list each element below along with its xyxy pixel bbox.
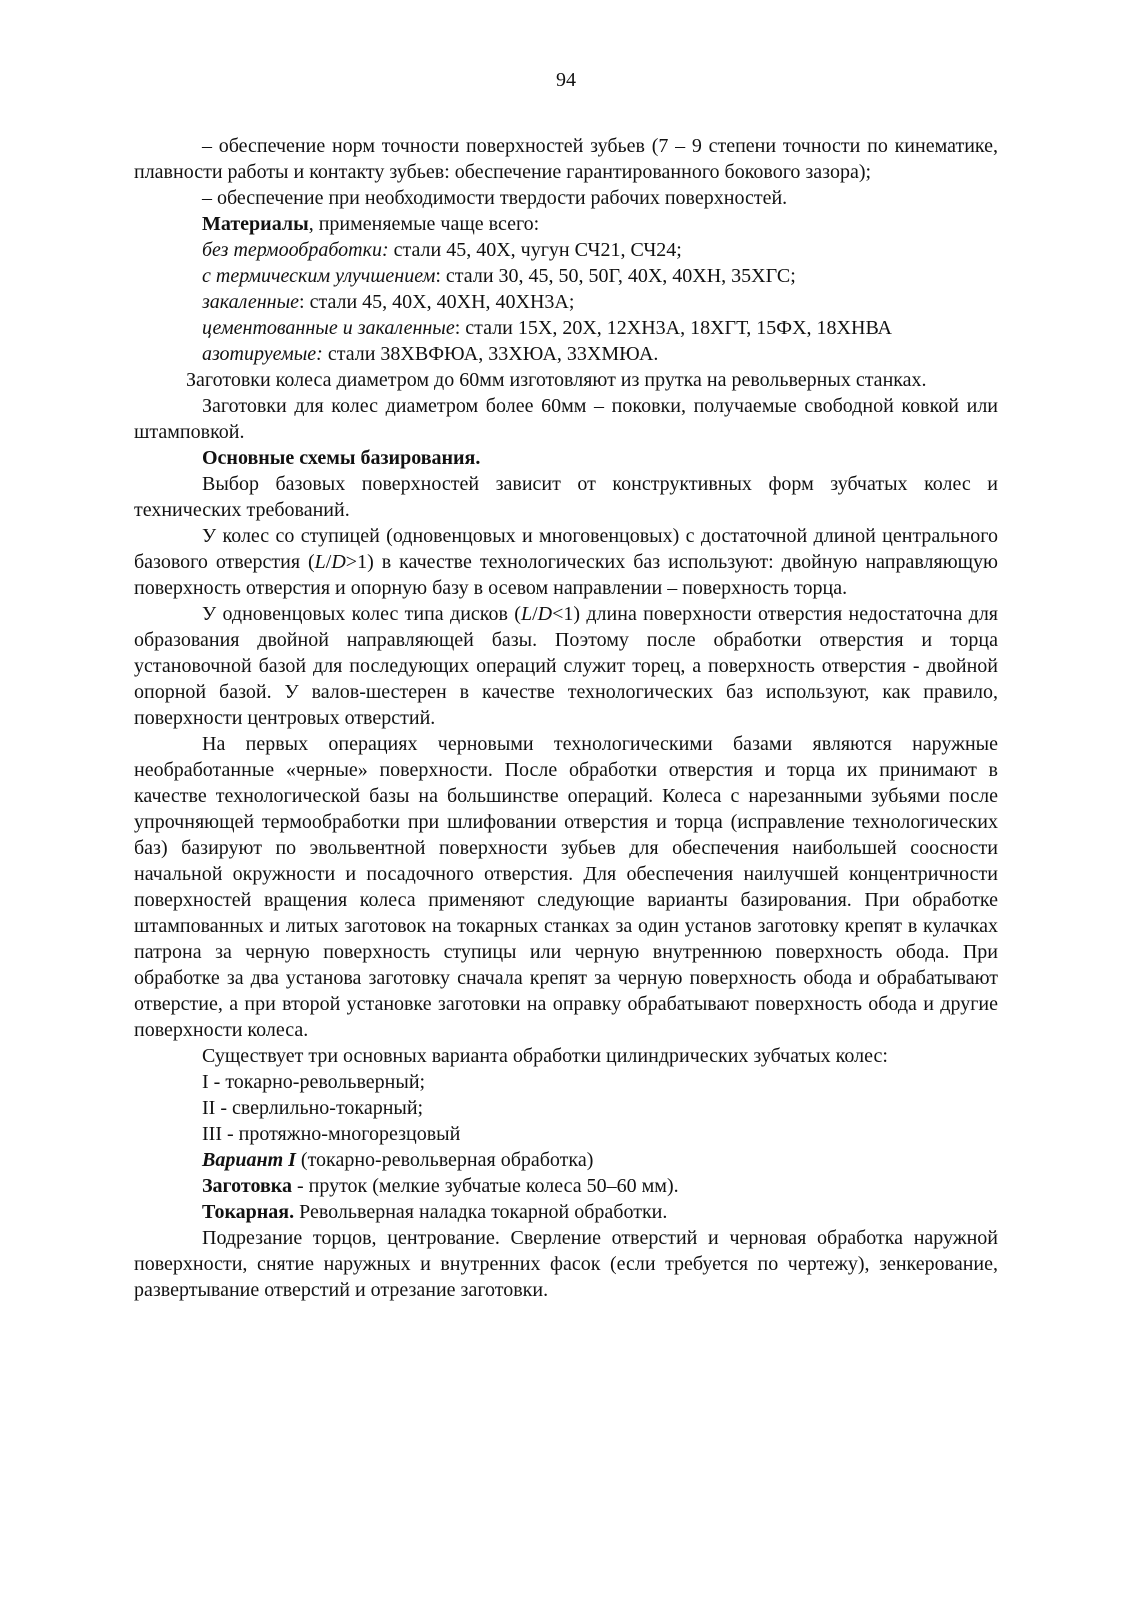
paragraph-variant-i [134,1147,998,1173]
hub-text-e: >1) в качестве технологических баз используют: двойную направляющую поверхность отверстия и опорную базу в осевом направлении – поверхность торца. [134,551,999,599]
list-item-variant-2: II - сверлильно-токарный; [202,1097,424,1119]
page-body [134,133,998,1303]
materials-label: Материалы [202,213,309,235]
material-carburized-text: : стали 15Х, 20Х, 12ХН3А, 18ХГТ, 15ФХ, 18ХНВА [454,317,892,339]
paragraph-three-variants: Существует три основных варианта обработки цилиндрических зубчатых колес: [202,1045,888,1067]
paragraph-material-hardened [134,289,998,315]
section-heading-basing: Основные схемы базирования. [202,447,481,469]
hub-slash: / [325,551,332,573]
paragraph-accuracy-norms: – обеспечение норм точности поверхностей зубьев (7 – 9 степени точности по кинематике, плавности работы и контакту зубьев: обеспечение гарантированного бокового зазора); [134,135,998,183]
paragraph-facing-operations: Подрезание торцов, центрование. Сверление отверстий и черновая обработка наружной поверхности, снятие наружных и внутренних фасок (если требуется по чертежу), зенкерование, развертывание отверстий и отрезание заготовки. [134,1227,998,1301]
list-item-variant-3: III - протяжно-многорезцовый [202,1123,461,1145]
variant-i-text: (токарно-револьверная обработка) [295,1149,594,1171]
paragraph-blanks-large: Заготовки для колес диаметром более 60мм – поковки, получаемые свободной ковкой или штамповкой. [134,395,998,443]
material-carburized-label: цементованные и закаленные [202,317,455,339]
paragraph-material-nitrided [134,341,998,367]
paragraph-blank-bar [134,1173,998,1199]
material-no-heat-text: стали 45, 40Х, чугун СЧ21, СЧ24; [388,239,682,261]
page-number: 94 [556,69,576,91]
paragraph-base-surfaces: Выбор базовых поверхностей зависит от конструктивных форм зубчатых колес и технических требований. [134,473,998,521]
hub-var-l: L [314,551,326,573]
hub-var-d: D [331,551,346,573]
turning-text: Револьверная наладка токарной обработки. [294,1201,668,1223]
material-no-heat-label: без термообработки: [202,239,389,261]
list-item-variant-1: I - токарно-револьверный; [202,1071,426,1093]
material-improved-text: : стали 30, 45, 50, 50Г, 40Х, 40ХН, 35ХГС; [435,265,796,287]
paragraph-hub-wheels [134,523,998,601]
material-improved-label: с термическим улучшением [202,265,436,287]
disc-var-d: D [537,603,553,625]
paragraph-materials-heading [134,211,998,237]
paragraph-material-carburized [134,315,998,341]
material-nitrided-label: азотируемые: [202,343,323,365]
material-nitrided-text: стали 38ХВФЮА, 33ХЮА, 33ХМЮА. [322,343,659,365]
paragraph-turning [134,1199,998,1225]
turning-label: Токарная. [202,1201,295,1223]
disc-text-e: <1) длина поверхности отверстия недостаточна для образования двойной направляющей базы. Поэтому после обработки отверстия и торца установочной базой для последующих операций служит торец, а поверхность отверстия - двойной опорной базой. У валов-шестерен в качестве технологических баз используют, как правило, поверхности центровых отверстий. [134,603,998,729]
blank-label: Заготовка [202,1175,292,1197]
material-hardened-label: закаленные [202,291,300,313]
paragraph-blanks-small: Заготовки колеса диаметром до 60мм изготовляют из прутка на револьверных станках. [186,369,927,391]
disc-var-l: L [520,603,533,625]
materials-text: , применяемые чаще всего: [308,213,540,235]
paragraph-disc-wheels [134,601,998,731]
paragraph-hardness: – обеспечение при необходимости твердости рабочих поверхностей. [202,187,788,209]
variant-i-label: Вариант I [202,1149,296,1171]
paragraph-material-no-heat [134,237,998,263]
paragraph-material-improved [134,263,998,289]
disc-slash: / [532,603,538,625]
blank-text: - пруток (мелкие зубчатые колеса 50–60 мм). [291,1175,679,1197]
material-hardened-text: : стали 45, 40Х, 40ХН, 40ХН3А; [299,291,575,313]
disc-text-a: У одновенцовых колес типа дисков ( [202,603,521,625]
paragraph-rough-bases: На первых операциях черновыми технологическими базами являются наружные необработанные «черные» поверхности. После обработки отверстия и торца их принимают в качестве технологической базы на большинстве операций. Колеса с нарезанными зубьями после упрочняющей термообработки при шлифовании отверстия и торца (исправление технологических баз) базируют по эвольвентной поверхности зубьев для обеспечения наибольшей соосности начальной окружности и посадочного отверстия. Для обеспечения наилучшей концентричности поверхностей вращения колеса применяют следующие варианты базирования. При обработке штампованных и литых заготовок на токарных станках за один установ заготовку крепят в кулачках патрона за черную поверхность ступицы или черную внутреннюю поверхность обода. При обработке за два установа заготовку сначала крепят за черную поверхность обода и обрабатывают отверстие, а при второй установке заготовки на оправку обрабатывают поверхность обода и другие поверхности колеса. [134,733,998,1041]
hub-text-a: У колес со ступицей (одновенцовых и многовенцовых) с достаточной длиной центрального базового отверстия ( [134,525,998,573]
